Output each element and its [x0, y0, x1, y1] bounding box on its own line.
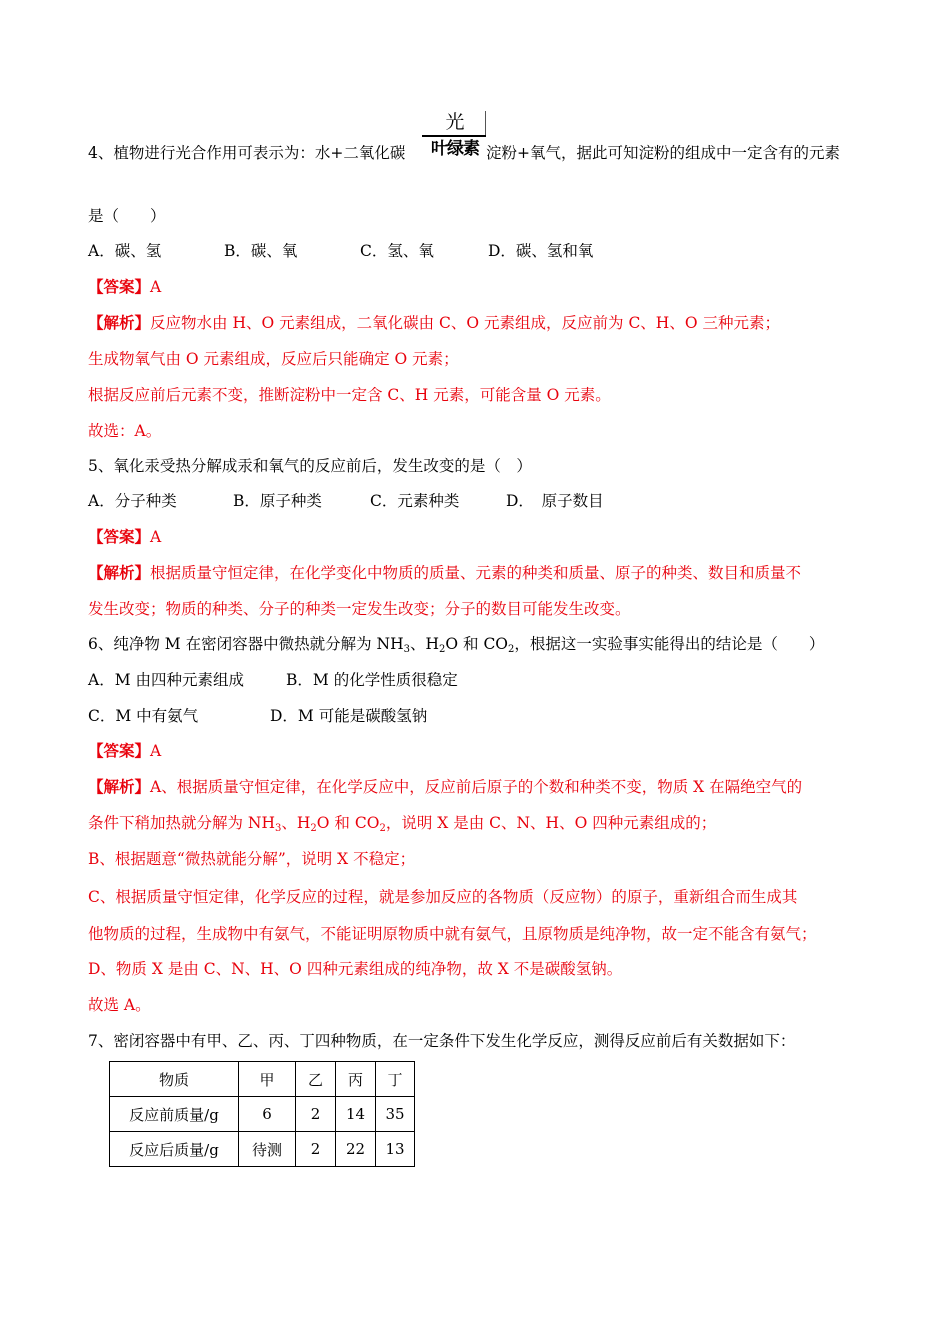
q4-stem-line2: 是（ ） [88, 207, 166, 225]
answer-value: A [150, 742, 162, 760]
table-header-cell: 丙 [336, 1062, 376, 1097]
table-cell: 13 [376, 1132, 415, 1167]
q6-conclusion: 故选 A。 [88, 996, 151, 1014]
analysis-part: ，说明 X 是由 C、N、H、O 四种元素组成的； [385, 814, 717, 832]
q4-stem [88, 142, 405, 164]
q6-option-b: B．M 的化学性质很稳定 [286, 671, 458, 689]
answer-value: A [150, 528, 162, 546]
q6-analysis-1 [88, 776, 802, 798]
q6-analysis-5: 他物质的过程，生成物中有氨气，不能证明原物质中就有氨气，且原物质是纯净物，故一定不能含有氨气； [88, 925, 817, 943]
q5-stem: 5、氧化汞受热分解成汞和氧气的反应前后，发生改变的是（ ） [88, 457, 532, 475]
answer-label: 【答案】 [88, 527, 151, 546]
q4-stem-suffix: 淀粉+氧气，据此可知淀粉的组成中一定含有的元素 [486, 144, 840, 162]
q5-option-d: D． 原子数目 [506, 492, 604, 510]
answer-label: 【答案】 [88, 741, 151, 760]
q4-analysis-1 [88, 312, 780, 334]
q7-stem: 7、密闭容器中有甲、乙、丙、丁四种物质，在一定条件下发生化学反应，测得反应前后有关数据如下： [88, 1032, 796, 1050]
analysis-part: 条件下稍加热就分解为 NH [88, 814, 276, 832]
subscript: 3 [275, 823, 282, 834]
table-cell: 反应前质量/g [110, 1097, 239, 1132]
q6-option-a: A．M 由四种元素组成 [88, 671, 244, 689]
table-cell: 22 [336, 1132, 376, 1167]
table-header-cell: 乙 [296, 1062, 336, 1097]
table-cell: 35 [376, 1097, 415, 1132]
q6-analysis-2 [88, 812, 716, 834]
subscript: 2 [379, 823, 386, 834]
q6-analysis-3: B、根据题意“微热就能分解”，说明 X 不稳定； [88, 850, 416, 868]
table-cell: 2 [296, 1132, 336, 1167]
q4-option-d: D．碳、氢和氧 [488, 242, 594, 260]
table-cell: 6 [239, 1097, 296, 1132]
q6-stem-part: ，根据这一实验事实能得出的结论是（ ） [514, 635, 825, 653]
table-cell: 14 [336, 1097, 376, 1132]
table-header-row [110, 1062, 415, 1097]
table-header-cell: 物质 [110, 1062, 239, 1097]
q6-analysis-6: D、物质 X 是由 C、N、H、O 四种元素组成的纯净物，故 X 不是碳酸氢钠。 [88, 960, 623, 978]
q4-conclusion: 故选：A。 [88, 422, 162, 440]
answer-value: A [150, 278, 162, 296]
q5-option-a: A．分子种类 [88, 492, 177, 510]
q6-option-c: C．M 中有氨气 [88, 707, 199, 725]
table-cell: 待测 [239, 1132, 296, 1167]
q4-stem-prefix: 4、植物进行光合作用可表示为：水+二氧化碳 [88, 144, 406, 162]
q4-option-b: B．碳、氧 [224, 242, 298, 260]
subscript: 2 [439, 644, 446, 655]
condition-divider-vertical [485, 111, 486, 137]
table-header-cell: 丁 [376, 1062, 415, 1097]
table-row [110, 1132, 415, 1167]
analysis-part: 、H [281, 814, 311, 832]
analysis-label: 【解析】 [88, 313, 151, 332]
q4-answer [88, 276, 161, 298]
subscript: 3 [403, 644, 410, 655]
condition-chlorophyll: 叶绿素 [431, 139, 479, 159]
q7-data-table [109, 1061, 415, 1167]
q4-analysis-2: 生成物氧气由 O 元素组成，反应后只能确定 O 元素； [88, 350, 459, 368]
q6-stem-part: 、H [409, 635, 440, 653]
answer-label: 【答案】 [88, 277, 151, 296]
subscript: 2 [508, 644, 515, 655]
q6-answer [88, 740, 161, 762]
q4-option-a: A．碳、氢 [88, 242, 162, 260]
q5-option-c: C．元素种类 [370, 492, 460, 510]
q6-stem-part: O 和 CO [445, 635, 509, 653]
analysis-label: 【解析】 [88, 563, 151, 582]
reaction-condition [422, 111, 488, 163]
q5-analysis-2: 发生改变；物质的种类、分子的种类一定发生改变；分子的数目可能发生改变。 [88, 600, 631, 618]
q5-answer [88, 526, 161, 548]
table-row [110, 1097, 415, 1132]
table-cell: 反应后质量/g [110, 1132, 239, 1167]
analysis-label: 【解析】 [88, 777, 151, 796]
q5-option-b: B．原子种类 [233, 492, 322, 510]
q5-analysis-1 [88, 562, 801, 584]
analysis-part: O 和 CO [316, 814, 380, 832]
q4-option-c: C．氢、氧 [360, 242, 434, 260]
q6-stem-part: 6、纯净物 M 在密闭容器中微热就分解为 NH [88, 635, 404, 653]
q6-option-d: D．M 可能是碳酸氢钠 [270, 707, 428, 725]
table-cell: 2 [296, 1097, 336, 1132]
q6-analysis-4: C、根据质量守恒定律，化学反应的过程，就是参加反应的各物质（反应物）的原子，重新组合而生成其 [88, 888, 798, 906]
analysis-text: 反应物水由 H、O 元素组成，二氧化碳由 C、O 元素组成，反应前为 C、H、O 三种元素； [150, 314, 780, 332]
analysis-text: A、根据质量守恒定律，在化学反应中，反应前后原子的个数和种类不变，物质 X 在隔绝空气的 [150, 778, 803, 796]
analysis-text: 根据质量守恒定律，在化学变化中物质的质量、元素的种类和质量、原子的种类、数目和质量不 [150, 564, 802, 582]
table-header-cell: 甲 [239, 1062, 296, 1097]
subscript: 2 [310, 823, 317, 834]
condition-light: 光 [445, 111, 465, 133]
q4-analysis-3: 根据反应前后元素不变，推断淀粉中一定含 C、H 元素，可能含量 O 元素。 [88, 386, 611, 404]
q6-stem [88, 633, 824, 655]
